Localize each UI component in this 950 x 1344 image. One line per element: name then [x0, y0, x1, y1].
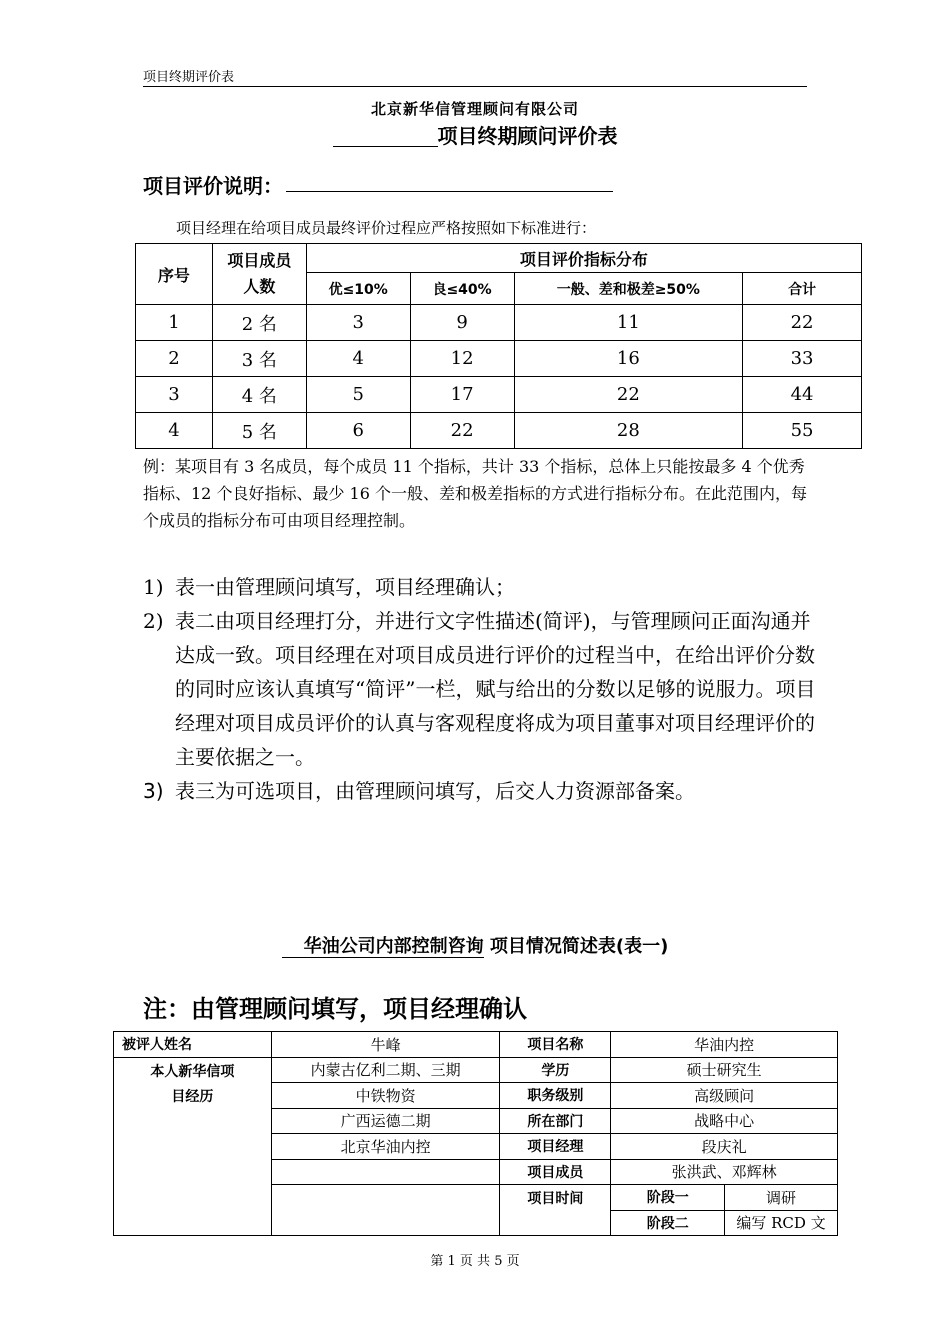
cell: 4	[136, 413, 213, 449]
list-item	[143, 604, 818, 774]
field-label: 所在部门	[500, 1108, 611, 1134]
experience-item	[271, 1185, 500, 1236]
experience-item: 广西运德二期	[271, 1108, 500, 1134]
table1-suffix: 项目情况简述表(表一)	[489, 936, 669, 957]
project-name-blank	[333, 126, 438, 147]
cell: 11	[514, 305, 743, 341]
header-members: 项目成员人数	[212, 244, 306, 305]
cell: 5	[306, 377, 410, 413]
experience-item: 中铁物资	[271, 1083, 500, 1109]
cell: 5 名	[212, 413, 306, 449]
field-label: 项目经理	[500, 1134, 611, 1160]
table1-project: 华油公司内部控制咨询	[282, 936, 484, 958]
cell: 22	[743, 305, 862, 341]
example-text: 例：某项目有 3 名成员，每个成员 11 个指标，共计 33 个指标，总体上只能按最多 4 个优秀指标、12 个良好指标、最少 16 个一般、差和极差指标的方式进行指标分布。在此范围内，每个成员的指标分布可由项目经理控制。	[143, 457, 807, 530]
field-value: 硕士研究生	[611, 1057, 838, 1083]
field-label: 学历	[500, 1057, 611, 1083]
intro-text: 项目经理在给项目成员最终评价过程应严格按照如下标准进行：	[176, 219, 597, 237]
list-number: 2)	[143, 609, 164, 633]
cell: 17	[410, 377, 514, 413]
cell: 4	[306, 341, 410, 377]
cell: 28	[514, 413, 743, 449]
experience-item: 内蒙古亿利二期、三期	[271, 1057, 500, 1083]
list-item	[143, 774, 818, 808]
list-text: 表三为可选项目，由管理顾问填写，后交人力资源部备案。	[175, 779, 695, 803]
header-good: 良≤40%	[410, 273, 514, 305]
list-text: 表二由项目经理打分，并进行文字性描述(简评)，与管理顾问正面沟通并达成一致。项目经理在对项目成员进行评价的过程当中，在给出评价分数的同时应该认真填写“简评”一栏，赋与给出的分数以足够的说服力。项目经理对项目成员评价的认真与客观程度将成为项目董事对项目经理评价的主要依据之一。	[175, 609, 816, 769]
stage-name: 阶段二	[611, 1210, 725, 1236]
stage-content: 编写 RCD 文	[725, 1210, 838, 1236]
evaluatee-label: 被评人姓名	[114, 1032, 272, 1058]
list-number: 1)	[143, 575, 164, 599]
cell: 3 名	[212, 341, 306, 377]
cell: 2	[136, 341, 213, 377]
cell: 3	[136, 377, 213, 413]
list-text: 表一由管理顾问填写，项目经理确认；	[175, 575, 515, 599]
cell: 55	[743, 413, 862, 449]
table-row	[136, 413, 862, 449]
cell: 44	[743, 377, 862, 413]
list-item	[143, 570, 818, 604]
header-excellent: 优≤10%	[306, 273, 410, 305]
document-title: 项目终期顾问评价表	[0, 120, 950, 149]
cell: 16	[514, 341, 743, 377]
cell: 6	[306, 413, 410, 449]
section-heading-underline	[286, 191, 613, 192]
experience-item: 北京华油内控	[271, 1134, 500, 1160]
table-row	[136, 341, 862, 377]
running-header: 项目终期评价表	[143, 70, 235, 85]
cell: 4 名	[212, 377, 306, 413]
distribution-table	[135, 243, 862, 449]
page-footer: 第 1 页 共 5 页	[430, 1254, 520, 1269]
cell: 12	[410, 341, 514, 377]
list-number: 3)	[143, 779, 164, 803]
experience-label: 本人新华信项目经历	[114, 1057, 272, 1236]
header-seq: 序号	[136, 244, 213, 305]
project-time-label: 项目时间	[500, 1185, 611, 1236]
table-row	[136, 305, 862, 341]
rules-list	[143, 570, 818, 808]
field-value: 战略中心	[611, 1108, 838, 1134]
field-value: 段庆礼	[611, 1134, 838, 1160]
section-heading: 项目评价说明：	[143, 174, 283, 198]
cell: 2 名	[212, 305, 306, 341]
project-info-table	[113, 1031, 838, 1236]
field-value: 高级顾问	[611, 1083, 838, 1109]
company-name: 北京新华信管理顾问有限公司	[370, 100, 579, 118]
field-value: 张洪武、邓辉林	[611, 1159, 838, 1185]
fill-note: 注：由管理顾问填写，项目经理确认	[143, 995, 527, 1023]
stage-content: 调研	[725, 1185, 838, 1211]
stage-name: 阶段一	[611, 1185, 725, 1211]
experience-item	[271, 1159, 500, 1185]
header-distribution: 项目评价指标分布	[306, 244, 861, 273]
table-row	[136, 377, 862, 413]
cell: 9	[410, 305, 514, 341]
cell: 22	[410, 413, 514, 449]
project-name-label: 项目名称	[500, 1032, 611, 1058]
header-divider	[143, 86, 807, 87]
evaluatee-value: 牛峰	[271, 1032, 500, 1058]
header-general: 一般、差和极差≥50%	[514, 273, 743, 305]
header-total: 合计	[743, 273, 862, 305]
cell: 1	[136, 305, 213, 341]
table1-title	[0, 932, 950, 958]
project-name-value: 华油内控	[611, 1032, 838, 1058]
cell: 3	[306, 305, 410, 341]
field-label: 项目成员	[500, 1159, 611, 1185]
field-label: 职务级别	[500, 1083, 611, 1109]
cell: 22	[514, 377, 743, 413]
cell: 33	[743, 341, 862, 377]
